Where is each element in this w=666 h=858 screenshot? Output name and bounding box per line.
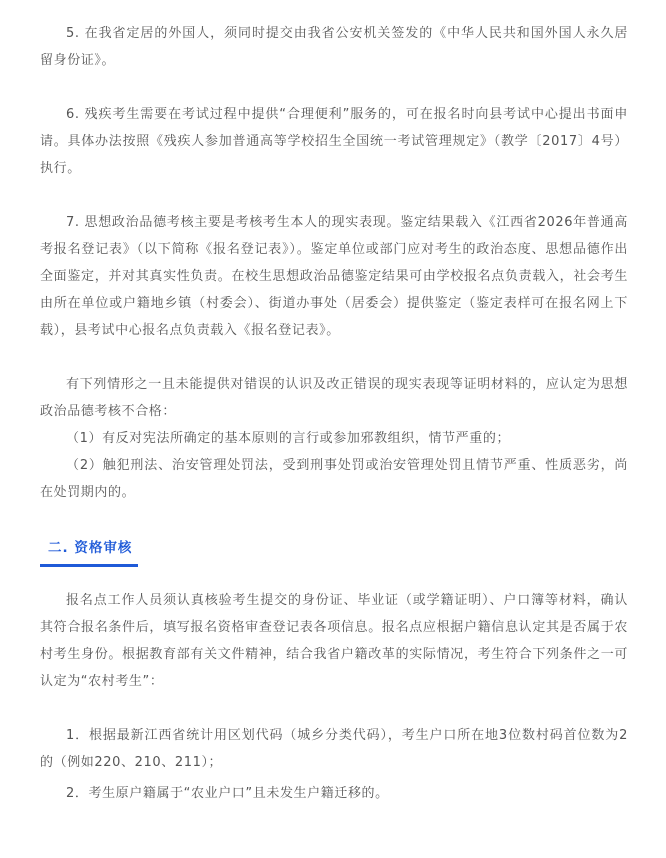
paragraph-disabled-candidates: 6. 残疾考生需要在考试过程中提供“合理便利”服务的，可在报名时向县考试中心提出书面申请。具体办法按照《残疾人参加普通高等学校招生全国统一考试管理规定》（教学〔2017〕4号）执行。 xyxy=(40,107,628,176)
condition-item-2: （2）触犯刑法、治安管理处罚法，受到刑事处罚或治安管理处罚且情节严重、性质恶劣，尚在处罚期内的。 xyxy=(40,458,628,500)
paragraph-qualification-review: 报名点工作人员须认真核验考生提交的身份证、毕业证（或学籍证明）、户口簿等材料，确认其符合报名条件后，填写报名资格审查登记表各项信息。报名点应根据户籍信息认定其是否属于农村考生身份。根据教育部有关文件精神，结合我省户籍改革的实际情况，考生符合下列条件之一可认定为“农村考生”： xyxy=(40,593,628,689)
paragraph-disqualifying-conditions: 有下列情形之一且未能提供对错误的认识及改正错误的现实表现等证明材料的，应认定为思想政治品德考核不合格： xyxy=(40,377,628,419)
paragraph-rural-criterion-2: 2．考生原户籍属于“农业户口”且未发生户籍迁移的。 xyxy=(66,786,389,801)
paragraph-foreign-residents: 5. 在我省定居的外国人，须同时提交由我省公安机关签发的《中华人民共和国外国人永久居留身份证》。 xyxy=(40,26,628,68)
condition-item-1: （1）有反对宪法所确定的基本原则的言行或参加邪教组织，情节严重的； xyxy=(66,431,511,446)
paragraph-rural-criterion-1: 1．根据最新江西省统计用区划代码（城乡分类代码），考生户口所在地3位数村码首位数为2的（例如220、210、211）； xyxy=(40,728,628,770)
paragraph-moral-assessment: 7. 思想政治品德考核主要是考核考生本人的现实表现。鉴定结果载入《江西省2026年普通高考报名登记表》（以下简称《报名登记表》）。鉴定单位或部门应对考生的政治态度、思想品德作出全面鉴定，并对其真实性负责。在校生思想政治品德鉴定结果可由学校报名点负责载入，社会考生由所在单位或户籍地乡镇（村委会）、街道办事处（居委会）提供鉴定（鉴定表样可在报名网上下载），县考试中心报名点负责载入《报名登记表》。 xyxy=(40,215,628,338)
section-heading-qualification-review: 二. 资格审核 xyxy=(40,538,138,567)
